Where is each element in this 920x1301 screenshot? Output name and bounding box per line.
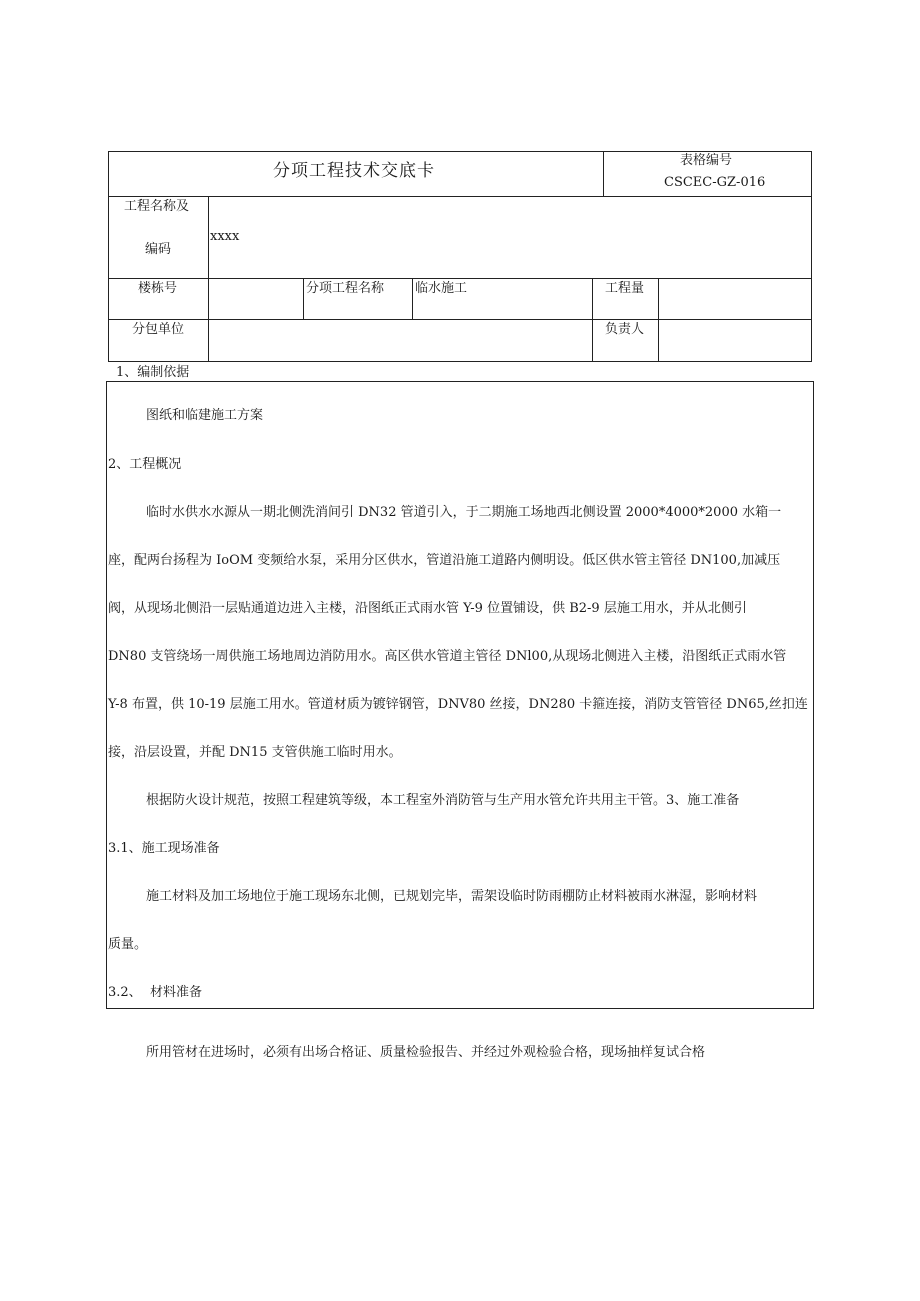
form-number-value: CSCEC-GZ-016 <box>664 175 766 190</box>
subcontractor-label: 分包单位 <box>132 322 185 337</box>
section-1-text: 图纸和临建施工方案 <box>146 408 264 423</box>
project-name-value: xxxx <box>210 229 240 244</box>
page-title: 分项工程技术交底卡 <box>273 161 435 181</box>
form-number-label: 表格编号 <box>680 153 733 168</box>
section-2-line: 接，沿层设置，并配 DN15 支管供施工临时用水。 <box>108 745 402 760</box>
subproject-label: 分项工程名称 <box>306 281 385 296</box>
project-name-label: 工程名称及 <box>124 199 190 214</box>
section-2-heading: 2、工程概况 <box>108 457 182 472</box>
subproject-value: 临水施工 <box>415 281 468 296</box>
section-1-heading: 1、编制依据 <box>116 365 190 380</box>
section-3-1-heading: 3.1、施工现场准备 <box>108 841 220 856</box>
section-2-fire-text: 根据防火设计规范，按照工程建筑等级，本工程室外消防管与生产用水管允许共用主干管。3、施工准备 <box>146 793 740 808</box>
building-label: 楼栋号 <box>138 281 178 296</box>
section-2-line: 临时水供水水源从一期北侧洗消间引 DN32 管道引入，于二期施工场地西北侧设置 2000*4000*2000 水箱一 <box>146 505 782 520</box>
section-2-line: 座，配两台扬程为 IoOM 变频给水泵，采用分区供水，管道沿施工道路内侧明设。低区供水管主管径 DN100,加减压 <box>108 553 781 568</box>
quantity-label: 工程量 <box>605 281 645 296</box>
section-3-2-text: 所用管材在进场时，必须有出场合格证、质量检验报告、并经过外观检验合格，现场抽样复试合格 <box>146 1045 706 1060</box>
responsible-label: 负责人 <box>605 322 645 337</box>
section-3-1-line: 质量。 <box>108 937 148 952</box>
section-3-1-line: 施工材料及加工场地位于施工现场东北侧，已规划完毕，需架设临时防雨棚防止材料被雨水淋湿，影响材料 <box>146 889 758 904</box>
section-2-line: Y-8 布置，供 10-19 层施工用水。管道材质为镀锌钢管，DNV80 丝接，DN280 卡箍连接，消防支管管径 DN65,丝扣连 <box>108 697 808 712</box>
section-3-2-heading: 3.2、 材料准备 <box>108 985 202 1000</box>
section-2-line: 阀，从现场北侧沿一层贴通道边进入主楼，沿图纸正式雨水管 Y-9 位置铺设，供 B2-9 层施工用水，并从北侧引 <box>108 601 747 616</box>
section-2-line: DN80 支管绕场一周供施工场地周边消防用水。高区供水管道主管径 DNl00,从现场北侧进入主楼，沿图纸正式雨水管 <box>108 649 787 664</box>
project-code-label: 编码 <box>145 242 172 257</box>
